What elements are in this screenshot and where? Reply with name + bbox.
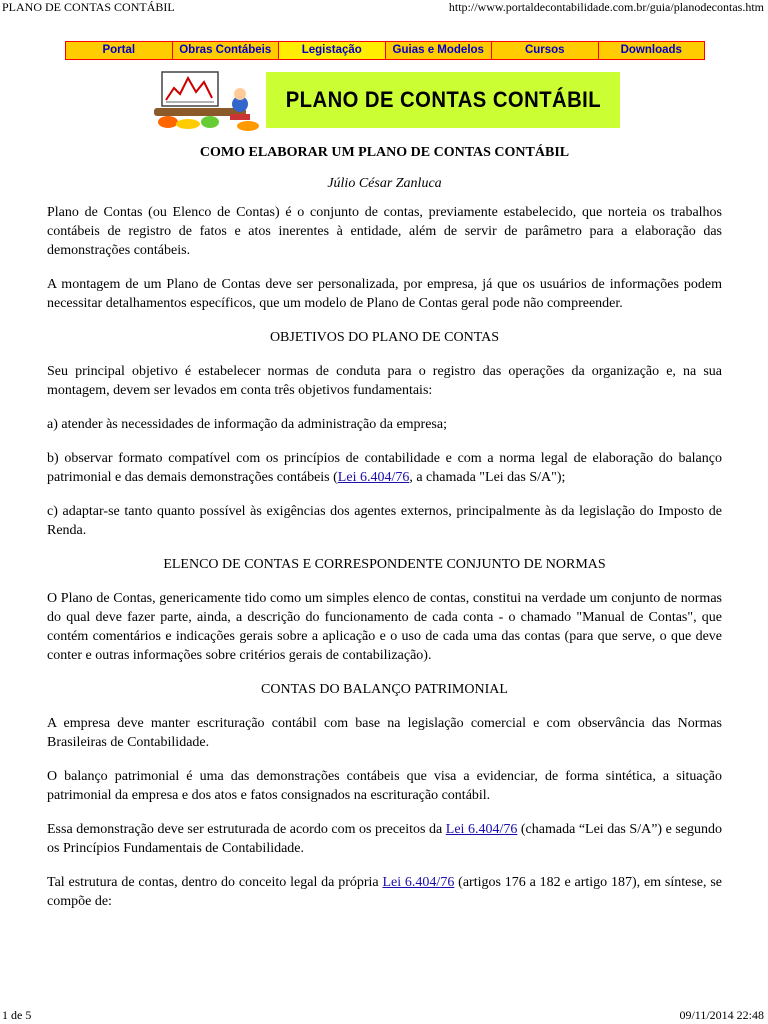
nav-item-downloads[interactable]: Downloads [599, 42, 705, 59]
article-title: COMO ELABORAR UM PLANO DE CONTAS CONTÁBIL [199, 145, 570, 160]
nav-item-cursos[interactable]: Cursos [492, 42, 598, 59]
nav-item-legislacao[interactable]: Legistação [279, 42, 385, 59]
law-link[interactable]: Lei 6.404/76 [445, 822, 518, 837]
page-banner [266, 72, 620, 128]
paragraph [47, 820, 722, 858]
nav-item-portal[interactable]: Portal [66, 42, 172, 59]
paragraph [47, 449, 722, 487]
section-heading: OBJETIVOS DO PLANO DE CONTAS [269, 330, 500, 345]
section-heading: ELENCO DE CONTAS E CORRESPONDENTE CONJUNTO DE NORMAS [163, 557, 606, 572]
paragraph: A empresa deve manter escrituração contábil com base na legislação comercial e com observância das Normas Brasileiras de Contabilidade. [47, 716, 722, 750]
print-header-url: http://www.portaldecontabilidade.com.br/guia/planodecontas.htm [448, 0, 764, 14]
law-link[interactable]: Lei 6.404/76 [337, 470, 410, 485]
text-span: (chamada “Lei das S/A”) e segundo os Princípios Fundamentais de Contabilidade. [47, 822, 723, 856]
paragraph: O balanço patrimonial é uma das demonstrações contábeis que visa a evidenciar, de forma sintética, a situação patrimonial da empresa e dos atos e fatos consignados na escrituração contábil. [47, 769, 722, 803]
top-nav [65, 41, 705, 60]
nav-item-obras-contabeis[interactable]: Obras Contábeis [173, 42, 279, 59]
print-footer-datetime: 09/11/2014 22:48 [679, 1008, 764, 1022]
paragraph: Plano de Contas (ou Elenco de Contas) é o conjunto de contas, previamente estabelecido, que norteia os trabalhos contábeis de registro de fatos e atos inerentes à entidade, além de servir de parâmetro para a elaboração das demonstrações contábeis. [47, 205, 722, 258]
paragraph: a) atender às necessidades de informação da administração da empresa; [47, 417, 447, 432]
banner-title: PLANO DE CONTAS CONTÁBIL [285, 87, 601, 112]
text-span: b) observar formato compatível com os princípios de contabilidade e com a norma legal de elaboração do balanço patrimonial e das demais demonstrações contábeis ( [47, 451, 722, 485]
text-span: Tal estrutura de contas, dentro do conceito legal da própria [47, 875, 383, 890]
text-span: (artigos 176 a 182 e artigo 187), em síntese, se compõe de: [47, 875, 722, 909]
paragraph [47, 873, 722, 911]
nav-item-guias-e-modelos[interactable]: Guias e Modelos [386, 42, 492, 59]
print-header-title: PLANO DE CONTAS CONTÁBIL [2, 0, 175, 14]
paragraph: c) adaptar-se tanto quanto possível às exigências dos agentes externos, principalmente às da legislação do Imposto de Renda. [47, 504, 722, 538]
accounting-illustration [148, 70, 263, 132]
text-span: Essa demonstração deve ser estruturada de acordo com os preceitos da [47, 822, 446, 837]
print-footer-page: 1 de 5 [2, 1008, 32, 1022]
article [47, 143, 722, 926]
article-author: Júlio César Zanluca [327, 176, 442, 191]
paragraph: A montagem de um Plano de Contas deve ser personalizada, por empresa, já que os usuários de informações podem necessitar detalhamentos específicos, que um modelo de Plano de Contas geral pode não compreender. [47, 277, 722, 311]
law-link[interactable]: Lei 6.404/76 [382, 875, 455, 890]
paragraph: O Plano de Contas, genericamente tido como um simples elenco de contas, constitui na verdade um conjunto de normas do qual deve fazer parte, ainda, a descrição do funcionamento de cada conta - o chamado "Manual de Contas", que contém comentários e indicações gerais sobre a aplicação e o uso de cada uma das contas (para que serve, o que deve conter e outras informações sobre critérios gerais de contabilização). [47, 591, 722, 663]
section-heading: CONTAS DO BALANÇO PATRIMONIAL [261, 682, 508, 697]
text-span: , a chamada "Lei das S/A"); [409, 470, 566, 485]
paragraph: Seu principal objetivo é estabelecer normas de conduta para o registro das operações da organização e, na sua montagem, devem ser levados em conta três objetivos fundamentais: [47, 364, 722, 398]
